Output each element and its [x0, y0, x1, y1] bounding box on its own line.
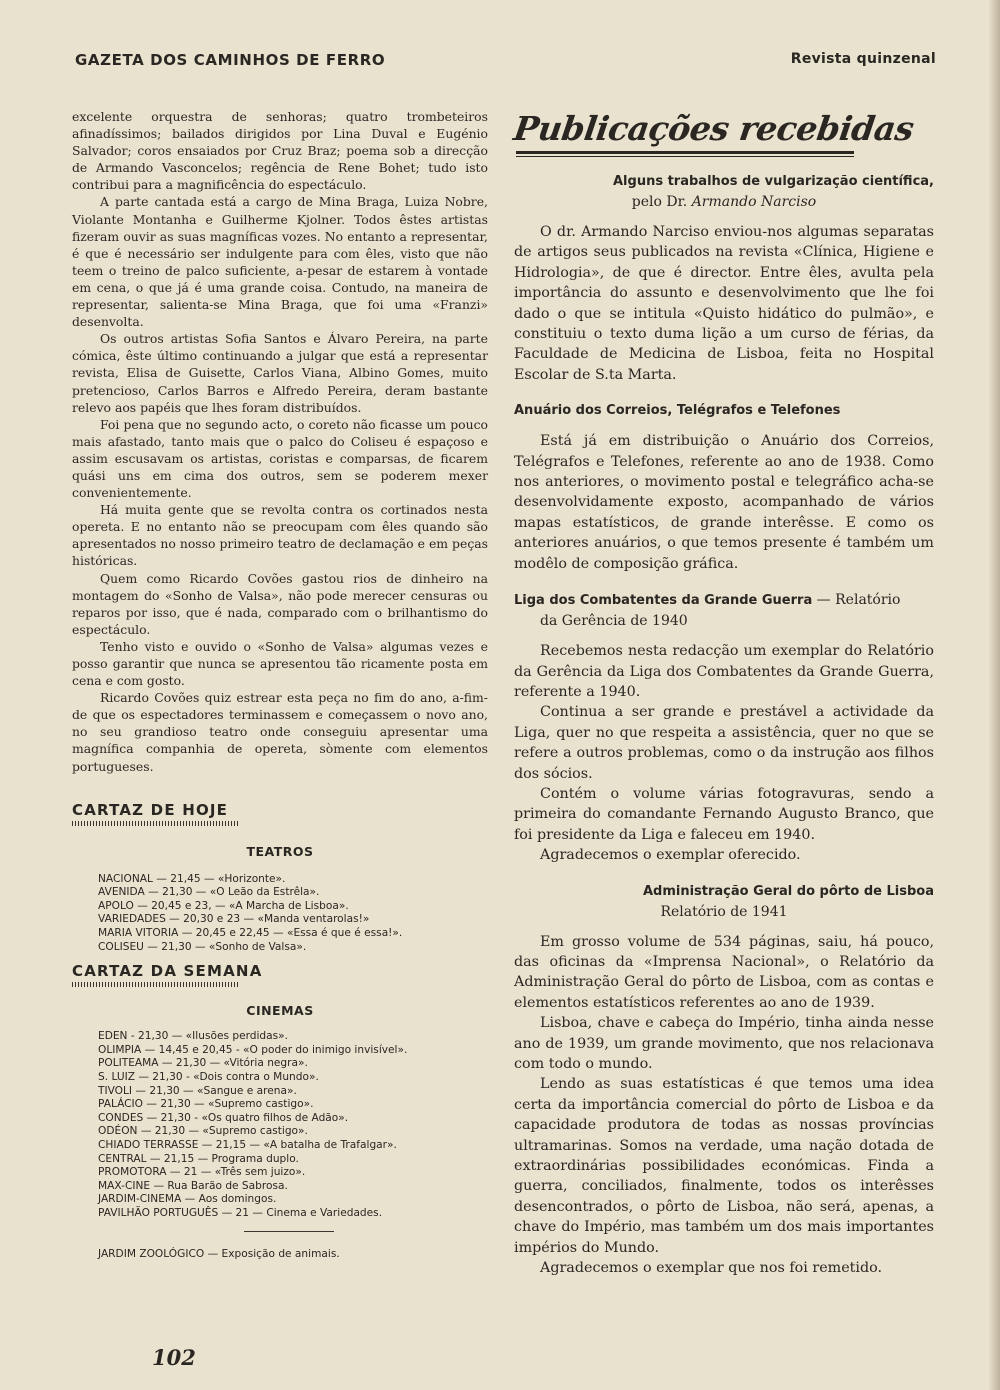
article-3 — [514, 590, 934, 865]
article-subheading: da Gerência de 1940 — [540, 613, 688, 630]
list-item: MARIA VITORIA — 20,45 e 22,45 — «Essa é que é essa!». — [98, 927, 403, 940]
page-edge-shadow — [988, 0, 1000, 1390]
teatros-list — [72, 873, 488, 955]
paragraph: Em grosso volume de 534 páginas, saiu, há pouco, das oficinas da «Imprensa Nacional», o Relatório da Administração Geral do pôrto de Lisboa, com as contas e elementos estatísticos referentes ao ano de 1939. — [514, 933, 934, 1011]
paragraph: Quem como Ricardo Covões gastou rios de dinheiro na montagem do «Sonho de Valsa», não pode merecer censuras ou reparos por isso, que é nada, comparado com o brilhantismo do espectáculo. — [72, 570, 488, 637]
paragraph: Está já em distribuição o Anuário dos Correios, Telégrafos e Telefones, referente ao ano de 1938. Como nos anteriores, o movimento postal e telegráfico acha-se desenvolvidamente exposto, acompanhado de vários mapas estatísticos, de grande interêsse. E como os anteriores anuários, o que temos presente é também um modêlo de composição gráfica. — [514, 433, 934, 572]
paragraph: A parte cantada está a cargo de Mina Braga, Luiza Nobre, Violante Montanha e Guilherme Kjolner. Todos êstes artistas fizeram ouvir as suas magníficas vozes. No entanto a representar, é que é necessário ser indulgente para com êles, visto que não teem o treino de palco suficiente, a-pesar de estarem à vontade em cena, o que já é uma grande coisa. Contudo, na maneira de representar, salienta-se Mina Braga, que foi uma «Franzi» desenvolta. — [72, 194, 488, 330]
article-heading-suffix: — Relatório — [812, 592, 901, 609]
article-subheading: Relatório de 1941 — [660, 903, 788, 920]
teatros-heading: TEATROS — [246, 843, 314, 859]
list-item: VARIEDADES — 20,30 e 23 — «Manda ventarolas!» — [98, 913, 370, 926]
list-item: TIVOLI — 21,30 — «Sangue e arena». — [98, 1084, 297, 1097]
hatched-underline — [72, 821, 240, 826]
separator-line — [244, 1231, 334, 1232]
publicacoes-masthead: Publicações recebidas — [511, 109, 917, 148]
article-heading: Administração Geral do pôrto de Lisboa — [642, 883, 934, 899]
paragraph: Há muita gente que se revolta contra os cortinados nesta opereta. E no entanto não se preocupam com êles quando são apresentados no nosso primeiro teatro de declamação e em peças históricas. — [72, 502, 488, 569]
paragraph: Os outros artistas Sofia Santos e Álvaro Pereira, na parte cómica, êste último continuando a julgar que está a representar revista, Elisa de Guisette, Carlos Viana, Albino Gomes, muito pretencioso, Carlos Barros e Alfredo Pereira, deram bastante relevo aos papéis que lhes foram distribuídos. — [72, 331, 488, 415]
masthead-double-rule — [516, 151, 854, 157]
zoo-listing: JARDIM ZOOLÓGICO — Exposição de animais. — [98, 1247, 340, 1260]
cinemas-list — [72, 1030, 488, 1220]
right-column — [511, 108, 934, 1278]
list-item: CONDES — 21,30 - «Os quatro filhos de Adão». — [98, 1111, 349, 1124]
list-item: CHIADO TERRASSE — 21,15 — «A batalha de Trafalgar». — [98, 1138, 397, 1151]
article-continuation — [72, 108, 488, 775]
running-header-subtitle: Revista quinzenal — [790, 51, 936, 67]
paragraph: Lisboa, chave e cabeça do Império, tinha ainda nesse ano de 1939, um grande movimento, que nos relacionava com todo o mundo. — [514, 1015, 934, 1072]
left-column — [72, 108, 488, 1260]
paragraph: Agradecemos o exemplar que nos foi remetido. — [540, 1260, 883, 1277]
paragraph: Recebemos nesta redacção um exemplar do Relatório da Gerência da Liga dos Combatentes da Grande Guerra, referente a 1940. — [514, 643, 934, 700]
paragraph: Agradecemos o exemplar oferecido. — [540, 847, 801, 864]
paragraph: Lendo as suas estatísticas é que temos uma idea certa da importância comercial do pôrto de Lisboa e da capacidade produtora de todas as nossas províncias ultramarinas. Somos na verdade, uma nação dotada de extraordinárias possibilidades económicas. Finda a guerra, conciliados, finalmente, todos os interêsses desencontrados, o pôrto de Lisboa, não será, apenas, a chave do Império, mas também um dos mais importantes impérios do Mundo. — [514, 1076, 934, 1256]
list-item: NACIONAL — 21,45 — «Horizonte». — [98, 872, 286, 885]
article-heading: Liga dos Combatentes da Grande Guerra — [514, 593, 813, 609]
list-item: PALÁCIO — 21,30 — «Supremo castigo». — [98, 1098, 314, 1111]
paragraph: Contém o volume várias fotogravuras, sendo a primeira do comandante Fernando Augusto Branco, que foi presidente da Liga e faleceu em 1940. — [514, 785, 934, 843]
list-item: MAX-CINE — Rua Barão de Sabrosa. — [98, 1179, 288, 1192]
hatched-underline — [72, 982, 240, 987]
running-header-title: GAZETA DOS CAMINHOS DE FERRO — [75, 51, 386, 69]
article-4 — [514, 882, 934, 1279]
article-heading-line — [514, 590, 934, 611]
article-byline — [514, 192, 934, 212]
article-2 — [514, 401, 934, 574]
list-item: EDEN - 21,30 — «Ilusões perdidas». — [98, 1030, 289, 1043]
article-1 — [514, 172, 934, 385]
article-heading: Alguns trabalhos de vulgarização científica, — [613, 174, 934, 189]
list-item: APOLO — 20,45 e 23, — «A Marcha de Lisboa». — [98, 899, 349, 912]
paragraph: Foi pena que no segundo acto, o coreto não ficasse um pouco mais afastado, tanto mais que o palco do Coliseu é espaçoso e assim escusavam os artistas, coristas e comparsas, de ficarem quási uns em cima dos outros, sem se poderem mexer convenientemente. — [72, 416, 488, 501]
article-heading: Anuário dos Correios, Telégrafos e Telefones — [514, 403, 841, 419]
paragraph: Tenho visto e ouvido o «Sonho de Valsa» algumas vezes e posso garantir que nunca se apresentou tão ricamente posta em cena e com gosto. — [72, 638, 488, 689]
byline-prefix: pelo Dr. — [631, 194, 692, 210]
cinemas-heading: CINEMAS — [246, 1003, 314, 1019]
list-item: PROMOTORA — 21 — «Três sem juizo». — [98, 1166, 306, 1179]
list-item: POLITEAMA — 21,30 — «Vitória negra». — [98, 1057, 308, 1070]
paragraph: Continua a ser grande e prestável a actividade da Liga, quer no que respeita a assistência, quer no que se refere a outros problemas, como o da instrução aos filhos dos sócios. — [514, 704, 934, 782]
list-item: AVENIDA — 21,30 — «O Leão da Estrêla». — [98, 886, 320, 899]
list-item: ODÉON — 21,30 — «Supremo castigo». — [98, 1125, 308, 1138]
list-item: COLISEU — 21,30 — «Sonho de Valsa». — [98, 940, 307, 953]
cartaz-hoje-title: CARTAZ DE HOJE — [72, 800, 229, 819]
list-item: CENTRAL — 21,15 — Programa duplo. — [98, 1152, 299, 1165]
page-number: 102 — [152, 1345, 196, 1370]
paragraph: Ricardo Covões quiz estrear esta peça no fim do ano, a-fim-de que os espectadores terminassem e começassem o novo ano, no seu grandioso teatro onde conseguiu apresentar uma magnífica companhia de opereta, sòmente com elementos portugueses. — [72, 690, 488, 774]
cartaz-semana-title: CARTAZ DA SEMANA — [72, 962, 263, 981]
list-item: PAVILHÃO PORTUGUÊS — 21 — Cinema e Variedades. — [98, 1206, 383, 1219]
paragraph: O dr. Armando Narciso enviou-nos algumas separatas de artigos seus publicados na revista «Clínica, Higiene e Hidrologia», de que é director. Entre êles, avulta pela importância do assunto e desenvolvimento que lhe foi dado o que se intitula «Quisto hidático do pulmão», e constituiu o texto duma lição a um curso de férias, da Faculdade de Medicina de Lisboa, feita no Hospital Escolar de S.ta Marta. — [514, 224, 934, 383]
byline-author: Armando Narciso — [691, 194, 817, 210]
list-item: JARDIM-CINEMA — Aos domingos. — [98, 1193, 277, 1206]
list-item: OLIMPIA — 14,45 e 20,45 - «O poder do inimigo invisível». — [98, 1043, 408, 1056]
paragraph: excelente orquestra de senhoras; quatro trombeteiros afinadíssimos; bailados dirigidos por Lina Duval e Eugénio Salvador; coros ensaiados por Cruz Braz; poema sob a direcção de Armando Vasconcelos; regência de Rene Bohet; tudo isto contribui para a magnificência do espectáculo. — [72, 109, 488, 193]
list-item: S. LUIZ — 21,30 - «Dois contra o Mundo». — [98, 1071, 319, 1083]
